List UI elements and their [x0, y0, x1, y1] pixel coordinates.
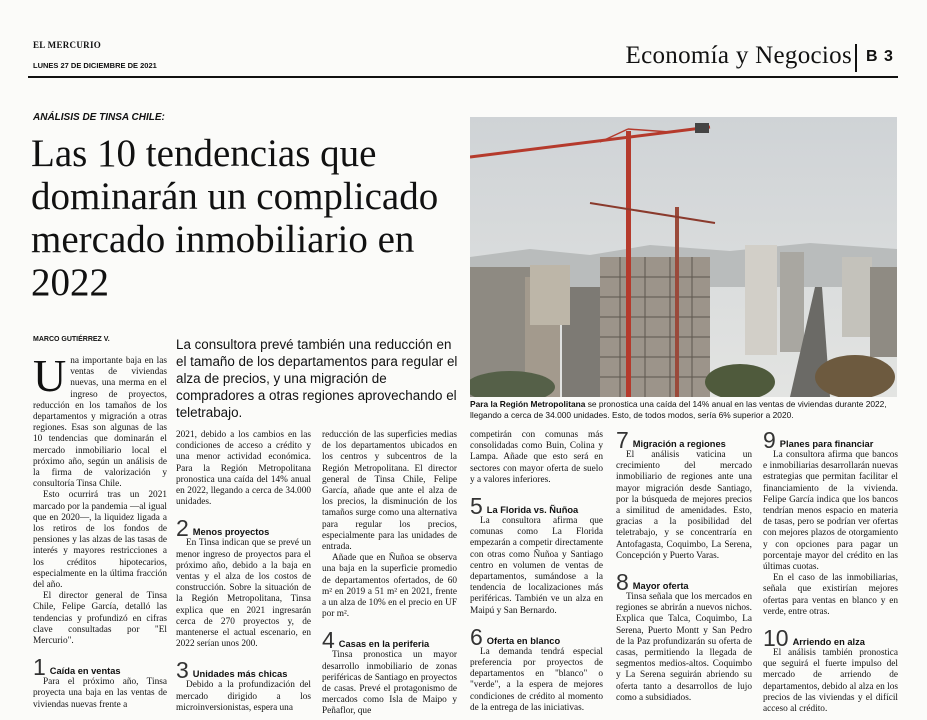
trend-number: 9: [763, 430, 776, 453]
article-column-5: [616, 430, 752, 718]
trend-title: Planes para financiar: [779, 439, 874, 449]
trend-title: Menos proyectos: [192, 527, 270, 538]
article-column-6: [763, 430, 898, 718]
trend-number: 3: [176, 657, 189, 684]
body-paragraph: Debido a la profundización del mercado dirigido a los microinversionistas, espera una: [176, 680, 311, 713]
trend-heading-4: [322, 627, 457, 654]
trend-title: Oferta en blanco: [486, 635, 561, 646]
trend-title: Unidades más chicas: [192, 669, 288, 680]
body-paragraph: El director general de Tinsa Chile, Felipe García, detalló las tendencias y profundizó en cifras clave consultadas por "El Mercurio".: [33, 591, 167, 647]
construction-photo: [470, 117, 897, 397]
body-paragraph: competirán con comunas más consolidadas como Buin, Colina y Lampa. Añade que esto será en sectores con mayor oferta de suelo y a valores inferiores.: [470, 430, 603, 485]
trend-number: 4: [322, 627, 335, 654]
article-column-4: [470, 430, 603, 718]
caption-lead: Para la Región Metropolitana: [470, 399, 586, 409]
trend-title: Caída en ventas: [49, 666, 121, 677]
trend-title: La Florida vs. Ñuñoa: [486, 505, 579, 516]
body-paragraph: El análisis vaticina un crecimiento del mercado inmobiliario de regiones ante una mayor migración desde Santiago, por la búsqueda de mejores precios a similitud de amenidades. Esto, gracias a la posibilidad del teletrabajo, y se concentraría en Antofagasta, Coquimbo, La Serena, Concepción y Puerto Varas.: [616, 450, 752, 561]
body-paragraph: En el caso de las inmobiliarias, señala que existirían mejores ofertas para ventas en blanco y en verde, entre otras.: [763, 573, 898, 617]
trend-number: 7: [616, 430, 629, 453]
trend-number: 2: [176, 515, 189, 542]
trend-heading-8: [616, 569, 752, 596]
trend-number: 6: [470, 623, 483, 650]
issue-date: LUNES 27 DE DICIEMBRE DE 2021: [33, 61, 157, 70]
trend-heading-10: [763, 625, 898, 652]
lead-text: na importante baja en las ventas de viviendas nuevas, una merma en el ingreso de proyectos, reducción en los tamaños de los departamentos y migración a otras regiones. Esas son algunas de las 10 tendencias que dominarán el mercado inmobiliario local el próximo año, según un análisis de la firma de valorización y consultoría Tinsa Chile.: [33, 356, 167, 490]
trend-number: 10: [763, 625, 789, 652]
trend-number: 5: [470, 493, 483, 520]
article-kicker: ANÁLISIS DE TINSA CHILE:: [33, 112, 165, 123]
body-paragraph: En Tinsa indican que se prevé un menor ingreso de proyectos para el próximo año, debido a la baja en ventas y el alza de los costos de construcción. Sobre la situación de la Región Metropolitana, Tinsa explica que en 2021 ingresarán cerca de 270 proyectos y, de mantenerse el actual escenario, en 2022 serían unos 200.: [176, 538, 311, 650]
body-paragraph: La consultora afirma que comunas como La Florida empezarán a competir directamente con otras como Ñuñoa y Santiago centro en volumen de ventas de departamentos, sumándose a la tendencia de localizaciones más periféricas. También ve un alza en Maipú y San Bernardo.: [470, 516, 603, 616]
trend-number: 8: [616, 569, 629, 596]
drop-cap: U: [33, 356, 67, 401]
trend-heading-2: [176, 515, 311, 542]
body-paragraph: Tinsa señala que los mercados en regiones se abrirán a nuevos nichos. Explica que Talca, Coquimbo, La Serena, Puerto Montt y San Pedro de la Paz profundizarán su oferta de casas, permitiendo la llegada de segmentos medios-altos. Coquimbo y La Serena seguirán abriendo su oferta tanto a desarrollos de lujo como a subsidiados.: [616, 592, 752, 703]
article-column-2: [176, 430, 311, 718]
body-paragraph: Esto ocurrirá tras un 2021 marcado por la pandemia —al igual que en 2020—, la liquidez ligada a los retiros de los fondos de pensiones y las alzas de las tasas de interés y mayores restricciones a los créditos hipotecarios, especialmente en la última fracción del año.: [33, 490, 167, 591]
article-headline: Las 10 tendencias que dominarán un complicado mercado inmobiliario en 2022: [31, 132, 439, 304]
body-paragraph: reducción de las superficies medias de los departamentos ubicados en los centros y subcentros de la Región Metropolitana. El director general de Tinsa Chile, Felipe García, añade que ante el alza de los precios, la disminución de los tamaños surge como una alternativa para regular los precios, especialmente para las unidades de entrada.: [322, 430, 457, 553]
trend-heading-9: [763, 430, 898, 453]
trend-heading-5: [470, 493, 603, 520]
trend-heading-7: [616, 430, 752, 453]
top-rule: [28, 76, 898, 78]
photo-caption: [470, 399, 898, 420]
trend-heading-3: [176, 657, 311, 684]
trend-title: Migración a regiones: [632, 439, 726, 449]
page-number: B 3: [866, 48, 894, 65]
body-paragraph: 2021, debido a los cambios en las condiciones de acceso a crédito y una menor actividad económica. Para la Región Metropolitana pronostica una caída del 14% anual en 2022, llegando a cerca de 34.000 unidades.: [176, 430, 311, 508]
trend-title: Mayor oferta: [632, 581, 689, 592]
trend-number: 1: [33, 654, 46, 681]
trend-heading-6: [470, 623, 603, 650]
article-byline: MARCO GUTIÉRREZ V.: [33, 336, 110, 343]
body-paragraph: Añade que en Ñuñoa se observa una baja en la superficie promedio de departamentos ofertados, de 60 m² en 2019 a 51 m² en 2021, frente a un alza de 10% en el precio en UF por m².: [322, 553, 457, 620]
trend-title: Casas en la periferia: [338, 639, 430, 650]
article-deck: La consultora prevé también una reducción en el tamaño de los departamentos para regular el alza de precios, y una migración de compradores a otras regiones aprovechando el teletrabajo.: [176, 337, 458, 420]
article-column-3: [322, 430, 457, 718]
body-paragraph: Para el próximo año, Tinsa proyecta una baja en las ventas de viviendas nuevas frente a: [33, 677, 167, 710]
body-paragraph: Tinsa pronostica un mayor desarrollo inmobiliario de zonas periféricas de Santiago en proyectos de casas. Prevé el protagonismo de mercados como Isla de Maipo y Peñaflor, que: [322, 650, 457, 717]
newspaper-name: EL MERCURIO: [33, 40, 102, 50]
trend-title: Arriendo en alza: [792, 637, 865, 648]
article-column-1: [33, 356, 167, 716]
lead-paragraph: [33, 356, 167, 490]
body-paragraph: La demanda tendrá especial preferencia por proyectos de departamentos en "blanco" o "verde", a la espera de mejores condiciones de crédito al momento de la entrega de las iniciativas.: [470, 646, 603, 713]
caption-text: se pronostica una caída del 14% anual en las ventas de viviendas durante 2022, llegando a cerca de 34.000 unidades. Esto, de todos modos, sería 6% superior a 2020.: [470, 399, 887, 420]
section-divider: [855, 44, 857, 72]
body-paragraph: El análisis también pronostica que seguirá el fuerte impulso del mercado de arriendo de departamentos, debido al alza en los precios de las viviendas y el difícil acceso al crédito.: [763, 648, 898, 715]
body-paragraph: La consultora afirma que bancos e inmobiliarias desarrollarán nuevas estrategias que permitan facilitar el financiamiento de la vivienda. Felipe García indica que los bancos tendrían menos espacio en materia de tasas, pero se podrían ver ofertas con mejores plazos de otorgamiento y con opciones para pagar un porcentaje mayor del crédito en las últimas cuotas.: [763, 450, 898, 573]
trend-heading-1: [33, 654, 167, 681]
section-title: Economía y Negocios: [625, 42, 852, 69]
